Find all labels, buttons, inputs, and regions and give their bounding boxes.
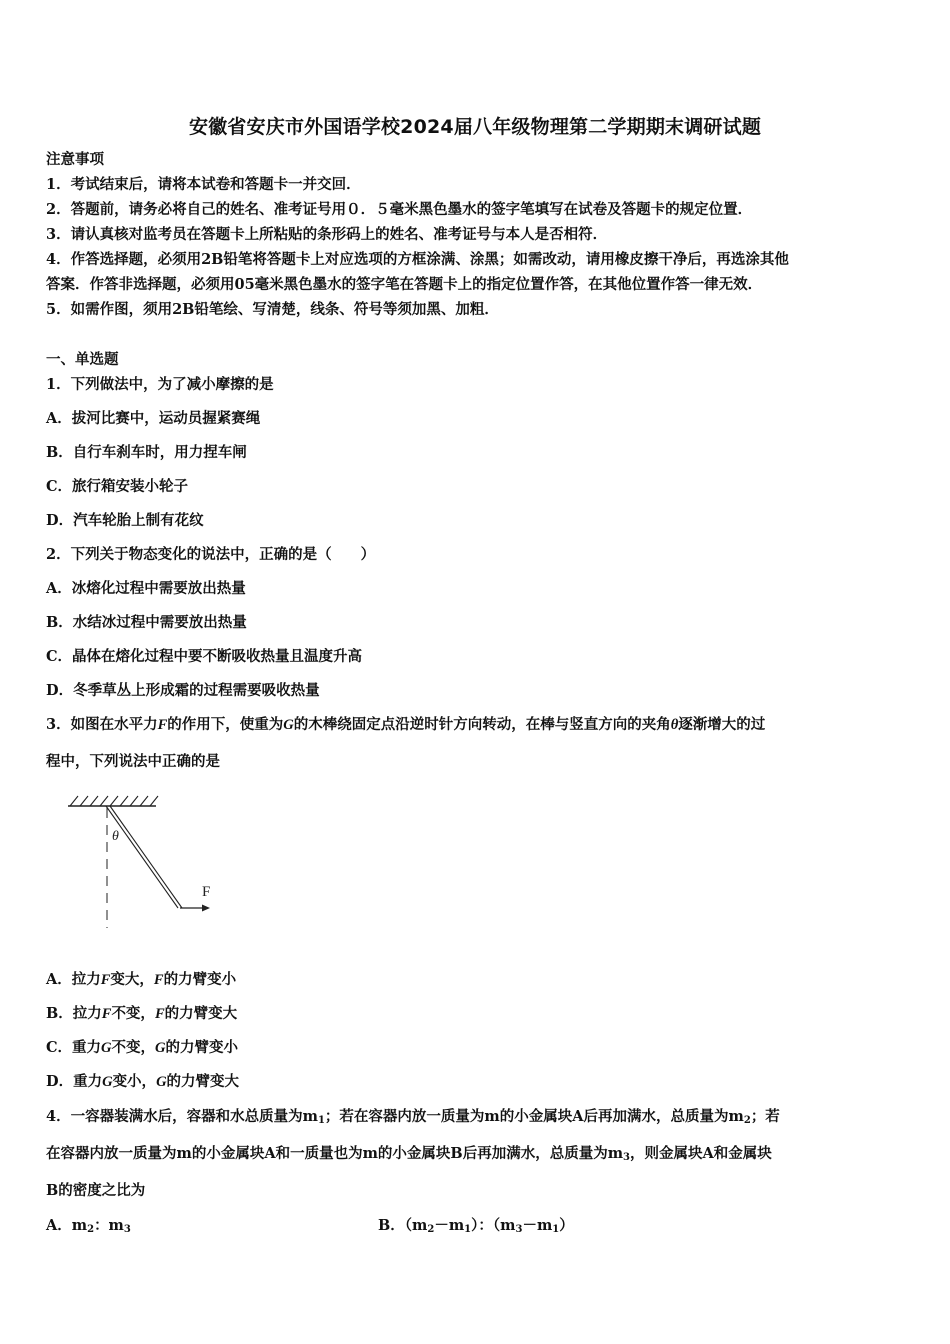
notice-item-4: 4．作答选择题，必须用2B铅笔将答题卡上对应选项的方框涂满、涂黑；如需改动，请用橡皮擦干净后，再选涂其他	[46, 251, 789, 268]
force-arrow-head	[202, 905, 210, 912]
q3-option-text: 的力臂变大	[166, 1073, 240, 1090]
q2-option-b: B．水结冰过程中需要放出热量	[46, 614, 247, 631]
q3-var-g: G	[156, 1074, 167, 1090]
notice-heading: 注意事项	[46, 151, 104, 168]
q4-stem-text: ，则金属块A和金属块	[630, 1145, 772, 1162]
q3-option-a	[46, 970, 236, 990]
q4-stem-line3: B的密度之比为	[46, 1182, 146, 1199]
q4-subscript: 2	[87, 1224, 95, 1235]
q3-option-text: 不变，	[111, 1039, 156, 1056]
q4-option-text: ）	[559, 1217, 574, 1234]
force-label: F	[202, 884, 211, 900]
q1-option-a: A．拔河比赛中，运动员握紧赛绳	[46, 410, 261, 427]
q2-option-c: C．晶体在熔化过程中要不断吸收热量且温度升高	[46, 648, 363, 665]
q3-var-f: F	[157, 717, 168, 733]
q4-stem-text: ；若	[750, 1108, 780, 1125]
q3-var-f: F	[153, 972, 164, 988]
q3-option-text: 的力臂变小	[163, 971, 237, 988]
q3-var-theta: θ	[670, 717, 679, 733]
q4-option-text: B．（m	[378, 1217, 428, 1234]
q3-var-g: G	[155, 1040, 166, 1056]
q3-var-f: F	[154, 1006, 165, 1022]
q4-stem-text: ；若在容器内放一质量为m的小金属块A后再加满水，总质量为m	[324, 1108, 744, 1125]
q2-stem: 2．下列关于物态变化的说法中，正确的是（ ）	[46, 546, 376, 563]
q3-option-c	[46, 1038, 238, 1058]
q3-option-d	[46, 1072, 239, 1092]
q4-stem-text: 在容器内放一质量为m的小金属块A和一质量也为m的小金属块B后再加满水，总质量为m	[46, 1145, 624, 1162]
q4-option-text: －m	[522, 1217, 553, 1234]
q3-stem-text: 的作用下，使重为	[167, 716, 284, 733]
section-heading: 一、单选题	[46, 351, 119, 368]
q4-subscript: 1	[317, 1115, 325, 1126]
notice-item-2: 2．答题前，请务必将自己的姓名、准考证号用０．５毫米黑色墨水的签字笔填写在试卷及答题卡的规定位置．	[46, 201, 753, 218]
q3-var-f: F	[101, 1006, 112, 1022]
rod-edge-right	[110, 806, 182, 908]
q3-var-g: G	[283, 717, 294, 733]
notice-item-3: 3．请认真核对监考员在答题卡上所粘贴的条形码上的姓名、准考证号与本人是否相符．	[46, 226, 608, 243]
theta-label: θ	[112, 829, 119, 844]
q4-stem-line1	[46, 1107, 780, 1131]
q2-option-d: D．冬季草丛上形成霜的过程需要吸收热量	[46, 682, 320, 699]
ceiling-hatch	[70, 796, 158, 806]
q4-subscript: 3	[123, 1224, 131, 1235]
q4-subscript: 3	[515, 1224, 523, 1235]
q3-option-b	[46, 1004, 237, 1024]
q3-option-text: D．重力	[46, 1073, 103, 1090]
q4-stem-text: 4．一容器装满水后，容器和水总质量为m	[46, 1108, 318, 1125]
q4-subscript: 3	[623, 1152, 630, 1163]
q4-option-text: ：m	[94, 1217, 124, 1234]
q1-option-c: C．旅行箱安装小轮子	[46, 478, 189, 495]
q3-option-text: 变小，	[112, 1073, 157, 1090]
notice-item-1: 1．考试结束后，请将本试卷和答题卡一并交回．	[46, 176, 361, 193]
q3-option-text: B．拉力	[46, 1005, 102, 1022]
q3-option-text: C．重力	[46, 1039, 102, 1056]
page-title: 安徽省安庆市外国语学校2024届八年级物理第二学期期末调研试题	[188, 116, 762, 138]
q1-option-d: D．汽车轮胎上制有花纹	[46, 512, 204, 529]
q1-stem: 1．下列做法中，为了减小摩擦的是	[46, 376, 274, 393]
q4-option-b	[378, 1216, 574, 1240]
q3-option-text: 不变，	[111, 1005, 155, 1022]
q3-stem-text: 3．如图在水平力	[46, 716, 158, 733]
q2-option-a: A．冰熔化过程中需要放出热量	[46, 580, 246, 597]
q3-option-text: A．拉力	[46, 971, 101, 988]
q4-option-a	[46, 1216, 131, 1240]
q3-option-text: 的力臂变小	[165, 1039, 239, 1056]
q3-stem-line1	[46, 715, 765, 735]
q4-subscript: 1	[552, 1224, 560, 1235]
q3-var-g: G	[102, 1074, 113, 1090]
rod-edge-left	[106, 806, 178, 908]
q3-var-f: F	[100, 972, 111, 988]
lever-diagram	[62, 790, 232, 940]
q3-var-g: G	[101, 1040, 112, 1056]
q1-option-b: B．自行车刹车时，用力捏车闸	[46, 444, 247, 461]
q3-option-text: 变大，	[110, 971, 154, 988]
q4-subscript: 2	[427, 1224, 435, 1235]
q4-option-text: ）：（m	[471, 1217, 516, 1234]
q3-stem-line2: 程中，下列说法中正确的是	[46, 753, 220, 770]
q4-option-text: A．m	[46, 1217, 88, 1234]
q3-stem-text: 的木棒绕固定点沿逆时针方向转动，在棒与竖直方向的夹角	[293, 716, 671, 733]
q4-option-text: －m	[434, 1217, 465, 1234]
q3-option-text: 的力臂变大	[164, 1005, 238, 1022]
q4-subscript: 2	[743, 1115, 751, 1126]
q4-stem-line2	[46, 1144, 772, 1168]
notice-item-4-cont: 答案．作答非选择题，必须用05毫米黑色墨水的签字笔在答题卡上的指定位置作答，在其他位置作答一律无效．	[46, 276, 763, 293]
q3-stem-text: 逐渐增大的过	[678, 716, 766, 733]
q4-subscript: 1	[464, 1224, 472, 1235]
notice-item-5: 5．如需作图，须用2B铅笔绘、写清楚，线条、符号等须加黑、加粗．	[46, 301, 499, 318]
